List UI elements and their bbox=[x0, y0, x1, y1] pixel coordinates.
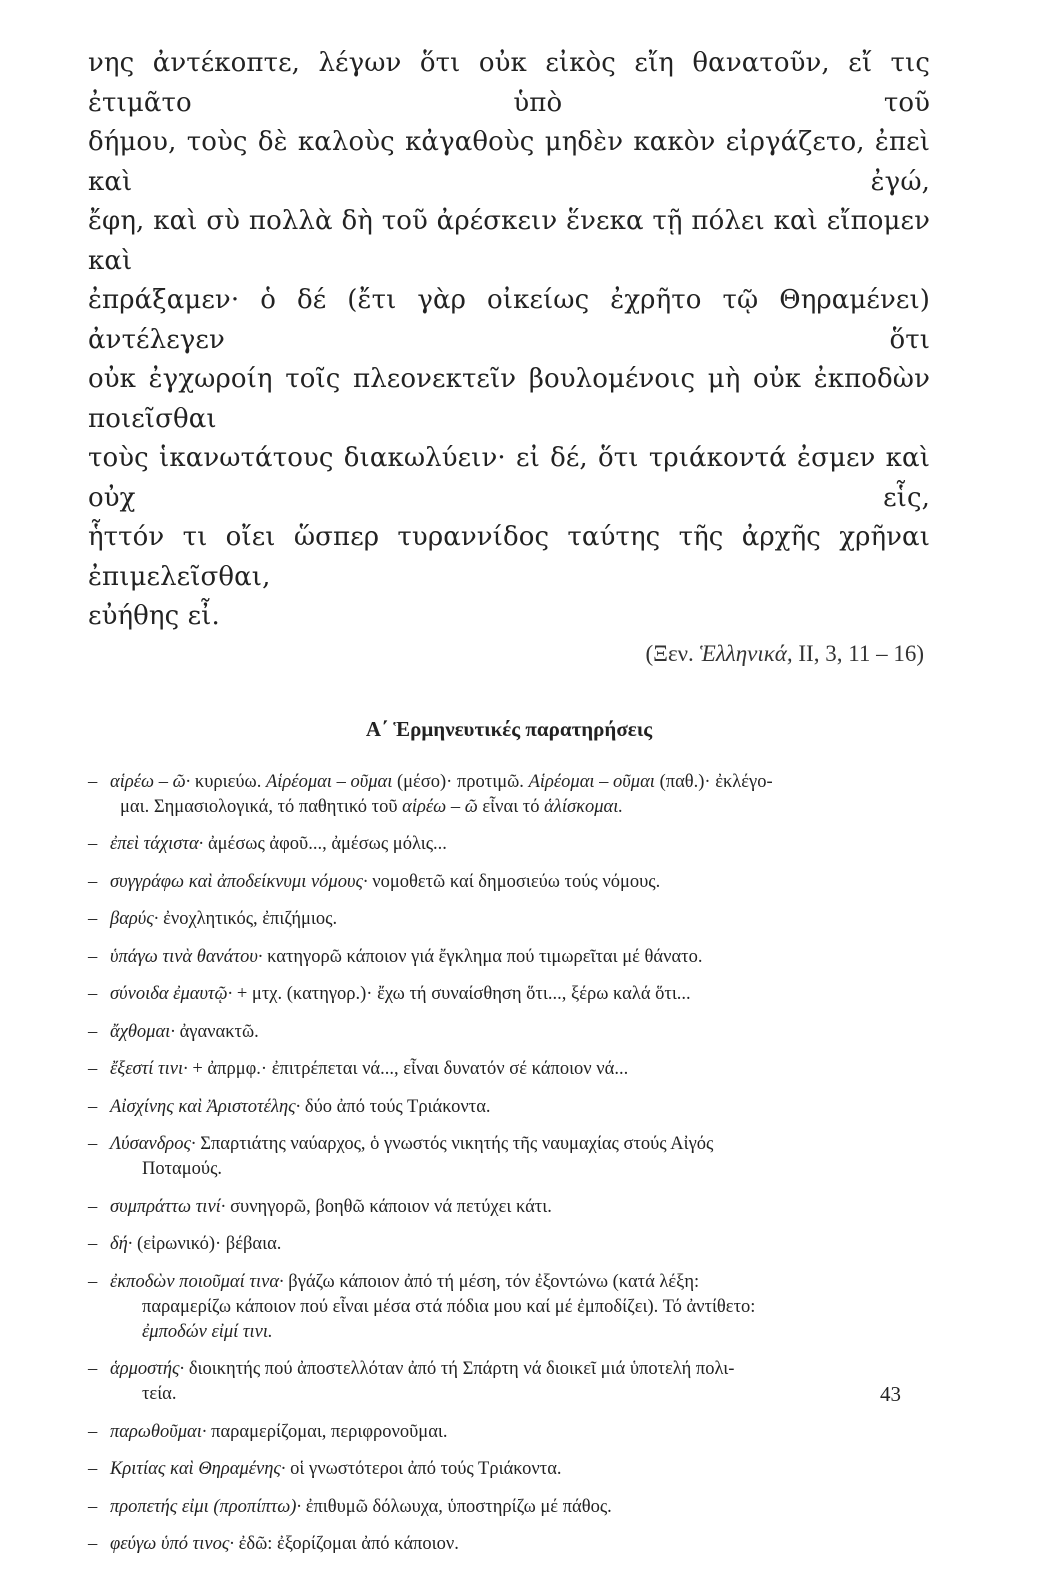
gloss-term: ἐπεὶ τάχιστα· bbox=[110, 834, 204, 854]
passage-line: ἐπράξαμεν· ὁ δέ (ἔτι γὰρ οἰκείως ἐχρῆτο τῷ Θηραμένει) ἀντέλεγεν ὅτι bbox=[88, 285, 930, 355]
gloss-entry: – συγγράφω καὶ ἀποδείκνυμι νόμους· νομοθετῶ καί δημοσιεύω τούς νόμους. bbox=[88, 871, 661, 892]
gloss-entry: – βαρύς· ἐνοχλητικός, ἐπιζήμιος. bbox=[88, 909, 338, 929]
passage-line: εὐήθης εἶ. bbox=[88, 601, 220, 631]
gloss-entry: – Αἰσχίνης καὶ Ἀριστοτέλης· δύο ἀπό τούς Τριάκοντα. bbox=[88, 1096, 491, 1117]
gloss-definition: εἶναι τό bbox=[477, 796, 545, 817]
gloss-definition: (μέσο)· προτιμῶ. bbox=[392, 771, 529, 792]
gloss-term: φεύγω ὑπό τινος· bbox=[110, 1534, 234, 1554]
gloss-term: ἔξεστί τινι· bbox=[110, 1059, 188, 1079]
gloss-continuation: παραμερίζω κάποιον πού εἶναι μέσα στά πόδια μου καί μέ ἐμποδίζει). Τό ἀντίθετο: bbox=[142, 1296, 756, 1317]
passage-line: δήμου, τοὺς δὲ καλοὺς κἀγαθοὺς μηδὲν κακὸν εἰργάζετο, ἐπεὶ καὶ ἐγώ, bbox=[88, 127, 930, 197]
gloss-continuation: τεία. bbox=[142, 1384, 177, 1404]
citation-work: Ἑλληνικά, bbox=[699, 640, 793, 666]
gloss-definition: ἐνοχλητικός, ἐπιζήμιος. bbox=[158, 909, 338, 929]
gloss-continuation: Ποταμούς. bbox=[142, 1159, 223, 1179]
gloss-list bbox=[88, 770, 930, 1558]
gloss-definition: διοικητής πού ἀποστελλόταν ἀπό τή Σπάρτη νά διοικεῖ μιά ὑποτελή πολι- bbox=[184, 1359, 735, 1379]
gloss-term: ἄχθομαι· bbox=[110, 1021, 175, 1042]
gloss-term: Λύσανδρος· bbox=[110, 1134, 196, 1154]
gloss-term: αἱρέω – ῶ bbox=[402, 796, 478, 817]
gloss-definition: συνηγορῶ, βοηθῶ κάποιον νά πετύχει κάτι. bbox=[225, 1196, 552, 1217]
gloss-definition: (εἰρωνικό)· βέβαια. bbox=[132, 1234, 282, 1254]
gloss-definition: οἱ γνωστότεροι ἀπό τούς Τριάκοντα. bbox=[285, 1459, 562, 1479]
gloss-entry: – παρωθοῦμαι· παραμερίζομαι, περιφρονοῦμαι. bbox=[88, 1421, 448, 1442]
gloss-term: παρωθοῦμαι· bbox=[110, 1421, 207, 1442]
gloss-entry: – ἄχθομαι· ἀγανακτῶ. bbox=[88, 1021, 259, 1042]
gloss-definition: κατηγορῶ κάποιον γιά ἔγκλημα πού τιμωρεῖται μέ θάνατο. bbox=[262, 946, 703, 967]
gloss-entry: – ἔξεστί τινι· + ἀπρμφ.· ἐπιτρέπεται νά..., εἶναι δυνατόν σέ κάποιον νά... bbox=[88, 1059, 629, 1079]
page-content bbox=[88, 44, 930, 1570]
gloss-entry: – ἐκποδὼν ποιοῦμαί τινα· βγάζω κάποιον ἀπό τή μέση, τόν ἐξοντώνω (κατά λέξη: παραμερίζω κάποιον πού εἶναι μέσα στά πόδια μου καί μέ ἐμποδίζει). Τό ἀντίθετο: ἐμποδών εἰμί τινι. bbox=[88, 1270, 930, 1345]
gloss-entry: – συμπράττω τινί· συνηγορῶ, βοηθῶ κάποιον νά πετύχει κάτι. bbox=[88, 1196, 552, 1217]
passage-line: οὐκ ἐγχωροίη τοῖς πλεονεκτεῖν βουλομένοις μὴ οὐκ ἐκποδὼν ποιεῖσθαι bbox=[88, 364, 930, 434]
gloss-definition: νομοθετῶ καί δημοσιεύω τούς νόμους. bbox=[367, 871, 661, 892]
gloss-definition: ἐδῶ: ἐξορίζομαι ἀπό κάποιον. bbox=[233, 1534, 459, 1554]
gloss-entry: – Κριτίας καὶ Θηραμένης· οἱ γνωστότεροι ἀπό τούς Τριάκοντα. bbox=[88, 1459, 562, 1479]
gloss-term: Αἰσχίνης καὶ Ἀριστοτέλης· bbox=[110, 1096, 301, 1117]
gloss-term: ἁλίσκομαι. bbox=[544, 796, 624, 817]
gloss-term: βαρύς· bbox=[110, 909, 159, 929]
gloss-term: ἐκποδὼν ποιοῦμαί τινα· bbox=[110, 1271, 284, 1292]
gloss-entry: – προπετής εἰμι (προπίπτω)· ἐπιθυμῶ δόλωυχα, ὑποστηρίζω μέ πάθος. bbox=[88, 1496, 612, 1517]
gloss-term: προπετής εἰμι (προπίπτω)· bbox=[110, 1496, 302, 1517]
citation bbox=[88, 641, 930, 667]
greek-passage bbox=[88, 44, 930, 637]
gloss-term: Κριτίας καὶ Θηραμένης· bbox=[110, 1459, 286, 1479]
section-heading: Α΄ Ἑρμηνευτικές παρατηρήσεις bbox=[365, 716, 653, 741]
gloss-entry: – Λύσανδρος· Σπαρτιάτης ναύαρχος, ὁ γνωστός νικητής τῆς ναυμαχίας στούς Αἰγός Ποταμούς. bbox=[88, 1132, 930, 1182]
gloss-definition: Σπαρτιάτης ναύαρχος, ὁ γνωστός νικητής τῆς ναυμαχίας στούς Αἰγός bbox=[195, 1134, 714, 1154]
gloss-definition: βγάζω κάποιον ἀπό τή μέση, τόν ἐξοντώνω (κατά λέξη: bbox=[283, 1271, 700, 1292]
passage-line: ἔφη, καὶ σὺ πολλὰ δὴ τοῦ ἀρέσκειν ἕνεκα τῇ πόλει καὶ εἴπομεν καὶ bbox=[88, 206, 930, 276]
citation-open: (Ξεν. bbox=[645, 640, 694, 666]
gloss-entry: – σύνοιδα ἐμαυτῷ· + μτχ. (κατηγορ.)· ἔχω τή συναίσθηση ὅτι..., ξέρω καλά ὅτι... bbox=[88, 984, 691, 1004]
gloss-entry: – δή· (εἰρωνικό)· βέβαια. bbox=[88, 1234, 282, 1254]
gloss-entry: – φεύγω ὑπό τινος· ἐδῶ: ἐξορίζομαι ἀπό κάποιον. bbox=[88, 1534, 459, 1554]
gloss-definition: κυριεύω. bbox=[190, 771, 266, 792]
passage-line: νης ἀντέκοπτε, λέγων ὅτι οὐκ εἰκὸς εἴη θανατοῦν, εἴ τις ἐτιμᾶτο ὑπὸ τοῦ bbox=[88, 48, 930, 118]
citation-ref: II, 3, 11 – 16) bbox=[798, 640, 924, 666]
passage-line: ἧττόν τι οἴει ὥσπερ τυραννίδος ταύτης τῆς ἀρχῆς χρῆναι ἐπιμελεῖσθαι, bbox=[88, 522, 930, 592]
gloss-term: ὑπάγω τινὰ θανάτου· bbox=[110, 946, 263, 967]
gloss-term: αἱρέω – ῶ· bbox=[110, 771, 191, 792]
gloss-term: συγγράφω καὶ ἀποδείκνυμι νόμους· bbox=[110, 871, 368, 892]
gloss-definition: ἐπιθυμῶ δόλωυχα, ὑποστηρίζω μέ πάθος. bbox=[301, 1496, 612, 1517]
gloss-definition: παραμερίζομαι, περιφρονοῦμαι. bbox=[206, 1421, 448, 1442]
gloss-definition: ἀγανακτῶ. bbox=[174, 1021, 259, 1042]
gloss-term: συμπράττω τινί· bbox=[110, 1196, 226, 1217]
gloss-entry: – ὑπάγω τινὰ θανάτου· κατηγορῶ κάποιον γιά ἔγκλημα πού τιμωρεῖται μέ θάνατο. bbox=[88, 946, 703, 967]
gloss-entry: – ἐπεὶ τάχιστα· ἀμέσως ἀφοῦ..., ἀμέσως μόλις... bbox=[88, 834, 447, 854]
gloss-term: Αἱρέομαι – οῦμαι bbox=[265, 771, 393, 792]
gloss-definition: + μτχ. (κατηγορ.)· ἔχω τή συναίσθηση ὅτι..., ξέρω καλά ὅτι... bbox=[232, 984, 691, 1004]
gloss-definition: + ἀπρμφ.· ἐπιτρέπεται νά..., εἶναι δυνατόν σέ κάποιον νά... bbox=[187, 1059, 629, 1079]
gloss-term: δή· bbox=[110, 1234, 133, 1254]
gloss-term: ἐμποδών εἰμί τινι. bbox=[142, 1321, 273, 1342]
gloss-entry: – ἁρμοστής· διοικητής πού ἀποστελλόταν ἀπό τή Σπάρτη νά διοικεῖ μιά ὑποτελή πολι- τεία. bbox=[88, 1357, 930, 1407]
gloss-definition: (παθ.)· ἐκλέγο- bbox=[654, 771, 773, 792]
passage-line: τοὺς ἱκανωτάτους διακωλύειν· εἰ δέ, ὅτι τριάκοντά ἐσμεν καὶ οὐχ εἷς, bbox=[88, 443, 930, 513]
gloss-term: Αἱρέομαι – οῦμαι bbox=[528, 771, 655, 792]
gloss-definition: μαι. Σημασιολογικά, τό παθητικό τοῦ bbox=[120, 796, 403, 817]
gloss-term: σύνοιδα ἐμαυτῷ· bbox=[110, 984, 233, 1004]
gloss-definition: ἀμέσως ἀφοῦ..., ἀμέσως μόλις... bbox=[203, 834, 447, 854]
page-number: 43 bbox=[880, 1382, 901, 1406]
gloss-entry: – αἱρέω – ῶ· κυριεύω. Αἱρέομαι – οῦμαι (μέσο)· προτιμῶ. Αἱρέομαι – οῦμαι (παθ.)· ἐκλέγο- μαι. Σημασιολογικά, τό παθητικό τοῦ αἱρέω – ῶ εἶναι τό ἁλίσκομαι. bbox=[88, 771, 773, 817]
gloss-definition: δύο ἀπό τούς Τριάκοντα. bbox=[300, 1096, 491, 1117]
gloss-term: ἁρμοστής· bbox=[110, 1359, 185, 1379]
